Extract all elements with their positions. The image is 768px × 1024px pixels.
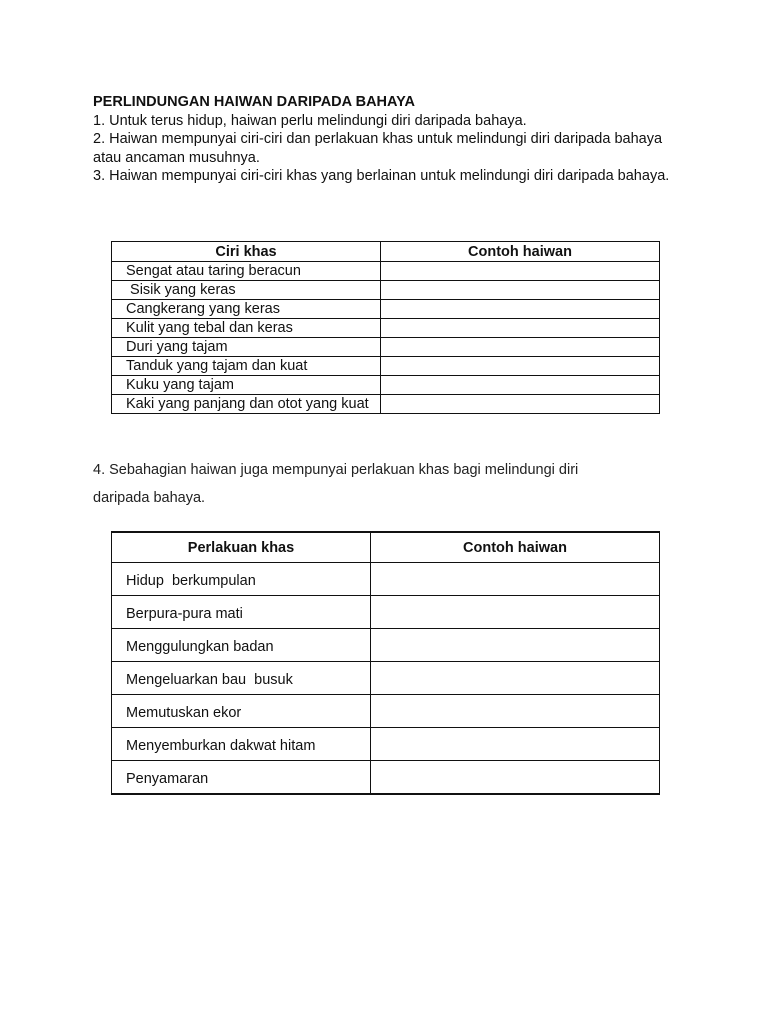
table-row: [112, 695, 660, 728]
answer-cell[interactable]: [381, 376, 660, 395]
table-header-row: [112, 242, 660, 262]
feature-cell: Sisik yang keras: [112, 281, 381, 300]
feature-cell: Cangkerang yang keras: [112, 300, 381, 319]
answer-cell[interactable]: [381, 262, 660, 281]
feature-cell: Kuku yang tajam: [112, 376, 381, 395]
table-row: [112, 376, 660, 395]
features-table: [111, 241, 660, 414]
behaviour-cell: Memutuskan ekor: [112, 695, 371, 728]
behaviour-cell: Menyemburkan dakwat hitam: [112, 728, 371, 761]
answer-cell[interactable]: [371, 662, 660, 695]
answer-cell[interactable]: [381, 281, 660, 300]
header-perlakuan-khas: Perlakuan khas: [112, 532, 371, 563]
answer-cell[interactable]: [371, 728, 660, 761]
answer-cell[interactable]: [371, 695, 660, 728]
page-title: PERLINDUNGAN HAIWAN DARIPADA BAHAYA: [93, 94, 415, 110]
header-contoh-haiwan: Contoh haiwan: [381, 242, 660, 262]
table-row: [112, 629, 660, 662]
intro-point-2: 2. Haiwan mempunyai ciri-ciri dan perlakuan khas untuk melindungi diri daripada bahaya atau ancaman musuhnya.: [93, 131, 663, 166]
table-row: [112, 728, 660, 761]
question-4-text-cont: daripada bahaya.: [93, 490, 206, 506]
question-4-text: 4. Sebahagian haiwan juga mempunyai perlakuan khas bagi melindungi diri: [93, 462, 579, 478]
intro-point-3: 3. Haiwan mempunyai ciri-ciri khas yang berlainan untuk melindungi diri daripada bahaya.: [93, 168, 670, 184]
behaviour-cell: Mengeluarkan bau busuk: [112, 662, 371, 695]
header-contoh-haiwan: Contoh haiwan: [371, 532, 660, 563]
table-row: [112, 262, 660, 281]
answer-cell[interactable]: [371, 629, 660, 662]
answer-cell[interactable]: [371, 761, 660, 795]
behaviour-cell: Hidup berkumpulan: [112, 563, 371, 596]
behaviour-cell: Menggulungkan badan: [112, 629, 371, 662]
table-row: [112, 596, 660, 629]
table-header-row: [112, 532, 660, 563]
intro-point-1: 1. Untuk terus hidup, haiwan perlu melindungi diri daripada bahaya.: [93, 112, 527, 129]
answer-cell[interactable]: [381, 319, 660, 338]
table-row: [112, 563, 660, 596]
feature-cell: Duri yang tajam: [112, 338, 381, 357]
feature-cell: Kulit yang tebal dan keras: [112, 319, 381, 338]
table-row: [112, 338, 660, 357]
answer-cell[interactable]: [381, 395, 660, 414]
intro-section: [93, 93, 673, 186]
table-row: [112, 319, 660, 338]
answer-cell[interactable]: [371, 596, 660, 629]
feature-cell: Kaki yang panjang dan otot yang kuat: [112, 395, 381, 414]
header-ciri-khas: Ciri khas: [112, 242, 381, 262]
table-row: [112, 357, 660, 376]
behaviours-table: [111, 531, 660, 795]
answer-cell[interactable]: [381, 300, 660, 319]
table-row: [112, 662, 660, 695]
table-row: [112, 300, 660, 319]
table-row: [112, 395, 660, 414]
table-row: [112, 281, 660, 300]
question-4: [93, 456, 653, 512]
behaviour-cell: Berpura-pura mati: [112, 596, 371, 629]
answer-cell[interactable]: [371, 563, 660, 596]
answer-cell[interactable]: [381, 338, 660, 357]
answer-cell[interactable]: [381, 357, 660, 376]
behaviour-cell: Penyamaran: [112, 761, 371, 795]
table-row: [112, 761, 660, 795]
feature-cell: Sengat atau taring beracun: [112, 262, 381, 281]
feature-cell: Tanduk yang tajam dan kuat: [112, 357, 381, 376]
